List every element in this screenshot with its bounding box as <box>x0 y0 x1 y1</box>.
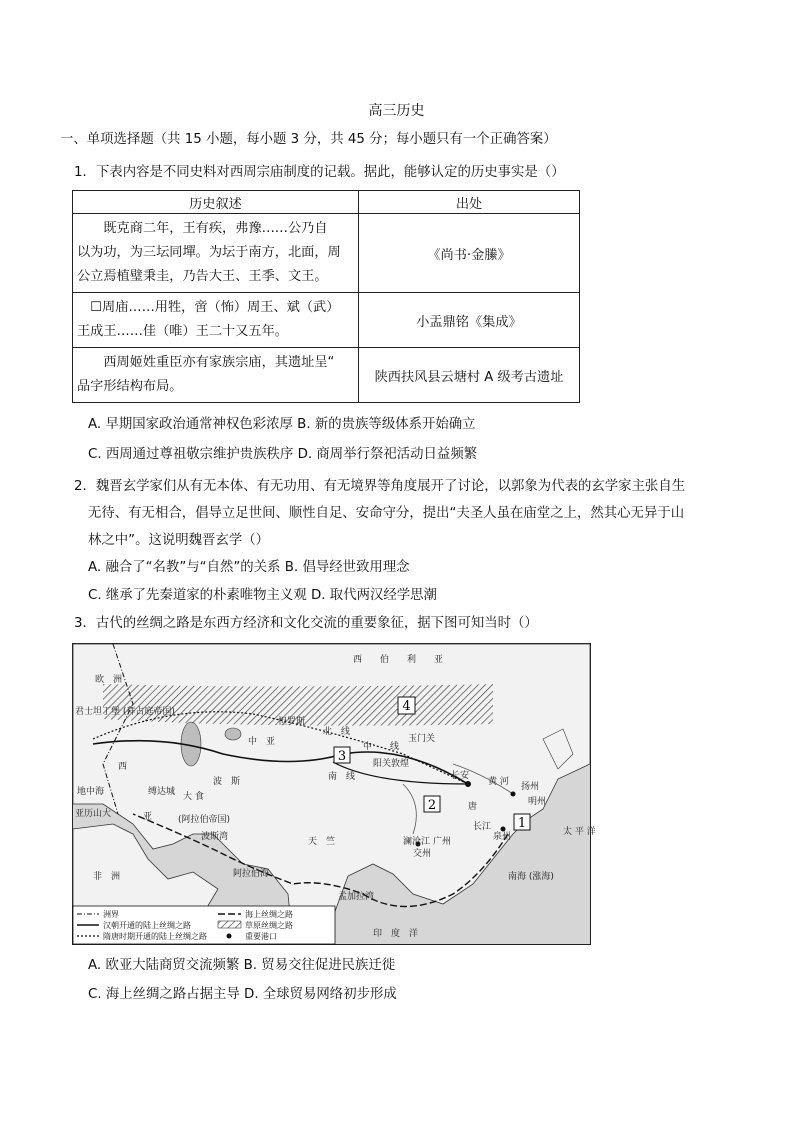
map-label: 澜沧江 <box>403 837 431 847</box>
map-label: 西 伯 利 亚 <box>353 655 444 665</box>
map-label: 黄 河 <box>488 777 509 787</box>
svg-text:2: 2 <box>427 798 437 813</box>
map-label: 北 线 <box>323 727 351 737</box>
map-label: 波斯湾 <box>201 832 229 842</box>
map-label: 泉州 <box>493 832 512 842</box>
table-cell-source: 小盂鼎铭《集成》 <box>359 293 580 348</box>
svg-text:1: 1 <box>517 816 527 831</box>
map-label: 长江 <box>473 822 492 832</box>
map-label: 西 <box>118 762 128 772</box>
map-label: 玉门关 <box>408 734 436 744</box>
map-marker-2 <box>424 796 440 813</box>
table-cell-source: 《尚书·金縢》 <box>359 214 580 293</box>
q2-stem-line: 林之中”。这说明魏晋玄学（） <box>88 533 270 548</box>
map-label: 波 斯 <box>213 777 241 787</box>
map-marker-4 <box>398 697 415 714</box>
map-label: 太 平 洋 <box>563 827 596 837</box>
section-heading: 一、单项选择题（共 15 小题，每小题 3 分，共 45 分；每小题只有一个正确答案） <box>60 132 557 147</box>
map-label: 长安 <box>451 771 470 781</box>
q2-option-line: C. 继承了先秦道家的朴素唯物主义观 D. 取代两汉经学思潮 <box>88 588 437 603</box>
svg-text:4: 4 <box>402 699 411 714</box>
map-label: 非 洲 <box>93 872 121 882</box>
table-cell-narrative <box>73 348 359 403</box>
map-label: 扬州 <box>521 782 540 792</box>
map-label: 亚历山大 <box>75 809 112 819</box>
legend-label: 草原丝绸之路 <box>245 921 293 930</box>
silk-road-map <box>72 643 596 945</box>
map-label: 中 线 <box>363 742 400 752</box>
table-header-row <box>73 191 580 214</box>
table-header-narrative: 历史叙述 <box>73 191 359 214</box>
map-marker-1 <box>514 814 530 831</box>
table-row <box>73 293 580 348</box>
table-cell-narrative <box>73 214 359 293</box>
map-label: 阳关敦煌 <box>373 759 410 769</box>
map-label: 南 线 <box>328 772 356 782</box>
map-legend <box>73 906 335 944</box>
map-label: 印 度 洋 <box>373 929 419 939</box>
q1-option-line: C. 西周通过尊祖敬宗维护贵族秩序 D. 商周举行祭祀活动日益频繁 <box>88 447 478 462</box>
narrative-line: 公立焉植璧秉圭，乃告大王、王季、文王。 <box>77 269 328 284</box>
legend-label: 洲界 <box>103 910 119 919</box>
map-label: 南海 (涨海) <box>508 872 554 882</box>
legend-label: 汉朝开通的陆上丝绸之路 <box>103 921 191 930</box>
legend-label: 隋唐时期开通的陆上丝绸之路 <box>103 932 207 941</box>
map-label: 广州 <box>433 837 452 847</box>
map-label: 孟加拉湾 <box>338 892 375 902</box>
map-label: 欧 洲 <box>95 675 123 685</box>
narrative-line: 王成王……佳（唯）王二十又五年。 <box>77 324 288 339</box>
map-label: 明州 <box>528 797 547 807</box>
table-header-source: 出处 <box>359 191 580 214</box>
narrative-line: ☐周庙……用牲，啻（怖）周王、斌（武） <box>77 300 340 315</box>
q3-stem: 3．古代的丝绸之路是东西方经济和文化交流的重要象征，据下图可知当时（） <box>74 616 538 631</box>
q1-stem: 1．下表内容是不同史料对西周宗庙制度的记载。据此，能够认定的历史事实是（） <box>74 165 565 180</box>
table-row <box>73 348 580 403</box>
q2-stem-line: 2．魏晋玄学家们从有无本体、有无功用、有无境界等角度展开了讨论，以郭象为代表的玄学家主张自生 <box>74 479 686 494</box>
legend-label: 重要港口 <box>245 932 277 941</box>
map-label: (阿拉伯帝国) <box>178 815 231 825</box>
map-label: 怛罗斯 <box>278 717 306 727</box>
map-label: 交州 <box>413 849 432 859</box>
narrative-line: 以为功，为三坛同墠。为坛于南方，北面，周 <box>77 245 341 260</box>
legend-label: 海上丝绸之路 <box>245 910 293 919</box>
map-label: 天 竺 <box>308 837 336 847</box>
map-label: 君士坦丁堡 (拜占庭帝国) <box>75 707 175 717</box>
svg-text:3: 3 <box>337 749 347 764</box>
narrative-line: 品字形结构布局。 <box>77 379 183 394</box>
q3-option-line: C. 海上丝绸之路占据主导 D. 全球贸易网络初步形成 <box>88 987 397 1002</box>
table-cell-source: 陕西扶风县云塘村 A 级考古遗址 <box>359 348 580 403</box>
table-row <box>73 214 580 293</box>
table-cell-narrative <box>73 293 359 348</box>
q3-option-line: A. 欧亚大陆商贸交流频繁 B. 贸易交往促进民族迁徙 <box>88 958 396 973</box>
q2-stem-line: 无待、有无相合，倡导立足世间、顺性自足、安命守分，提出“夫圣人虽在庙堂之上，然其心无异于山 <box>88 506 685 521</box>
map-label: 亚 <box>143 812 153 822</box>
map-label: 缚达城 <box>148 787 176 797</box>
map-label: 唐 <box>468 802 478 812</box>
map-label: 阿拉伯海 <box>233 869 270 879</box>
narrative-line: 西周姬姓重臣亦有家族宗庙，其遗址呈“ <box>77 355 335 370</box>
q2-option-line: A. 融合了“名教”与“自然”的关系 B. 倡导经世致用理念 <box>88 560 410 575</box>
map-marker-3 <box>334 747 350 764</box>
map-label: 中 亚 <box>248 737 276 747</box>
history-source-table <box>72 190 580 403</box>
narrative-line: 既克商二年，王有疾，弗豫……公乃自 <box>77 221 328 236</box>
page-title: 高三历史 <box>368 103 425 119</box>
map-label: 大 食 <box>183 792 204 802</box>
map-label: 地中海 <box>77 787 105 797</box>
q1-option-line: A. 早期国家政治通常神权色彩浓厚 B. 新的贵族等级体系开始确立 <box>88 417 476 432</box>
